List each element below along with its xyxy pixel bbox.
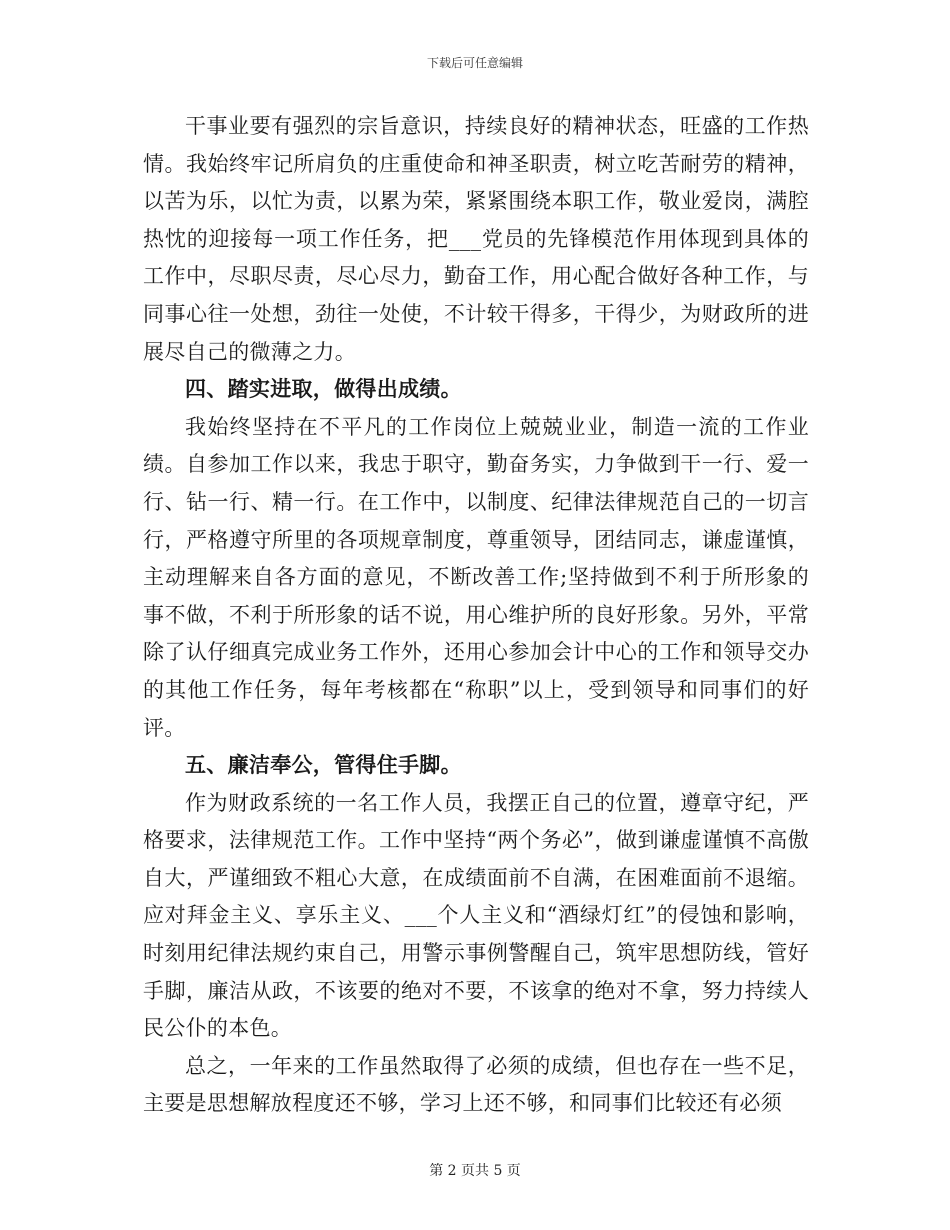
page-footer: 第 2 页共 5 页 [429, 1163, 521, 1179]
page-header: 下载后可任意编辑 [426, 56, 523, 70]
paragraph-summary: 总之，一年来的工作虽然取得了必须的成绩，但也存在一些不足，主要是思想解放程度还不够，学习上还不够，和同事们比较还有必须 [143, 1053, 809, 1116]
document-body [143, 108, 809, 1123]
section-heading-four: 四、踏实进取，做得出成绩。 [185, 377, 462, 402]
paragraph-integrity: 作为财政系统的一名工作人员，我摆正自己的位置，遵章守纪，严格要求，法律规范工作。工作中坚持“两个务必”，做到谦虚谨慎不高傲自大，严谨细致不粗心大意，在成绩面前不自满，在困难面前不退缩。应对拜金主义、享乐主义、___个人主义和“酒绿灯红”的侵蚀和影响，时刻用纪律法规约束自己，用警示事例警醒自己，筑牢思想防线，管好手脚，廉洁从政，不该要的绝对不要，不该拿的绝对不拿，努力持续人民公仆的本色。 [143, 790, 809, 1041]
paragraph-spirit: 干事业要有强烈的宗旨意识，持续良好的精神状态，旺盛的工作热情。我始终牢记所肩负的庄重使命和神圣职责，树立吃苦耐劳的精神，以苦为乐，以忙为责，以累为荣，紧紧围绕本职工作，敬业爱岗，满腔热忱的迎接每一项工作任务，把___党员的先锋模范作用体现到具体的工作中，尽职尽责，尽心尽力，勤奋工作，用心配合做好各种工作，与同事心往一处想，劲往一处使，不计较干得多，干得少，为财政所的进展尽自己的微薄之力。 [143, 114, 809, 364]
paragraph-achievement: 我始终坚持在不平凡的工作岗位上兢兢业业，制造一流的工作业绩。自参加工作以来，我忠于职守，勤奋务实，力争做到干一行、爱一行、钻一行、精一行。在工作中，以制度、纪律法律规范自己的一切言行，严格遵守所里的各项规章制度，尊重领导，团结同志，谦虚谨慎，主动理解来自各方面的意见，不断改善工作;坚持做到不利于所形象的事不做，不利于所形象的话不说，用心维护所的良好形象。另外，平常除了认仔细真完成业务工作外，还用心参加会计中心的工作和领导交办的其他工作任务，每年考核都在“称职”以上，受到领导和同事们的好评。 [143, 414, 809, 740]
section-heading-five: 五、廉洁奉公，管得住手脚。 [185, 753, 462, 778]
